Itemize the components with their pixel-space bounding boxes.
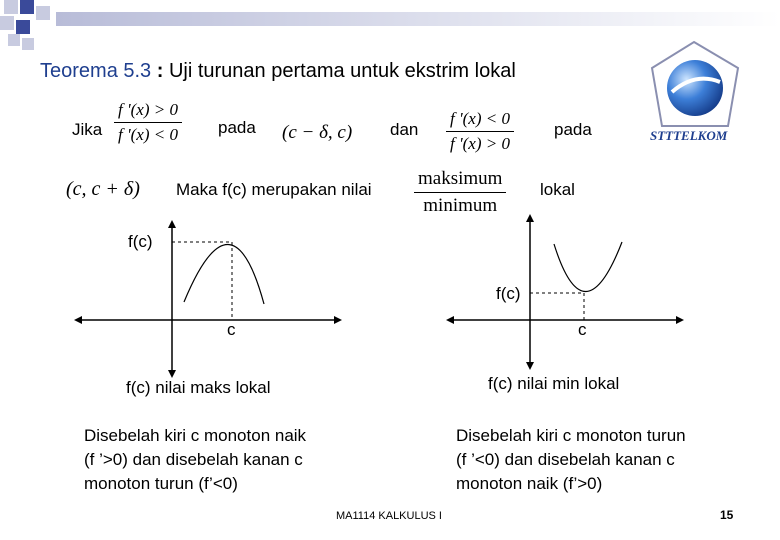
fraction-denominator: f '(x) > 0: [450, 134, 510, 153]
title-text: Uji turunan pertama untuk ekstrim lokal: [168, 60, 516, 82]
fc-label-min: f(c): [496, 284, 521, 303]
maka-text: Maka f(c) merupakan nilai: [176, 180, 372, 199]
min-curve: [554, 242, 622, 292]
note-line: (f ’>0) dan disebelah kanan c: [84, 450, 303, 469]
title-separator: :: [151, 60, 169, 82]
lokal-label: lokal: [540, 180, 575, 199]
fraction-numerator: f '(x) > 0: [114, 100, 182, 123]
fraction-denominator: f '(x) < 0: [118, 125, 178, 144]
note-line: Disebelah kiri c monoton turun: [456, 426, 686, 445]
note-line: monoton naik (f’>0): [456, 474, 603, 493]
note-right: [456, 424, 686, 496]
note-line: (f ’<0) dan disebelah kanan c: [456, 450, 675, 469]
page-number: 15: [720, 508, 734, 522]
max-curve: [184, 244, 264, 304]
caption-min: f(c) nilai min lokal: [488, 374, 620, 393]
note-line: monoton turun (f’<0): [84, 474, 238, 493]
interval-right: (c, c + δ): [66, 178, 140, 200]
pada-label-1: pada: [218, 118, 256, 137]
fraction-numerator: f '(x) < 0: [446, 109, 514, 132]
fraction-denominator: minimum: [423, 195, 498, 216]
jika-label: Jika: [72, 120, 103, 139]
fc-label-max: f(c): [128, 232, 153, 251]
theorem-number: Teorema 5.3: [40, 60, 152, 82]
fraction-numerator: maksimum: [414, 168, 506, 193]
pada-label-2: pada: [554, 120, 592, 139]
logo-text: STTTELKOM: [650, 128, 728, 143]
caption-max: f(c) nilai maks lokal: [126, 378, 271, 397]
c-label-max: c: [227, 320, 236, 339]
interval-left: (c − δ, c): [282, 122, 353, 143]
note-left: [84, 424, 306, 496]
dan-label: dan: [390, 120, 419, 139]
c-label-min: c: [578, 320, 587, 339]
footer-course: MA1114 KALKULUS I: [336, 510, 442, 522]
note-line: Disebelah kiri c monoton naik: [84, 426, 307, 445]
